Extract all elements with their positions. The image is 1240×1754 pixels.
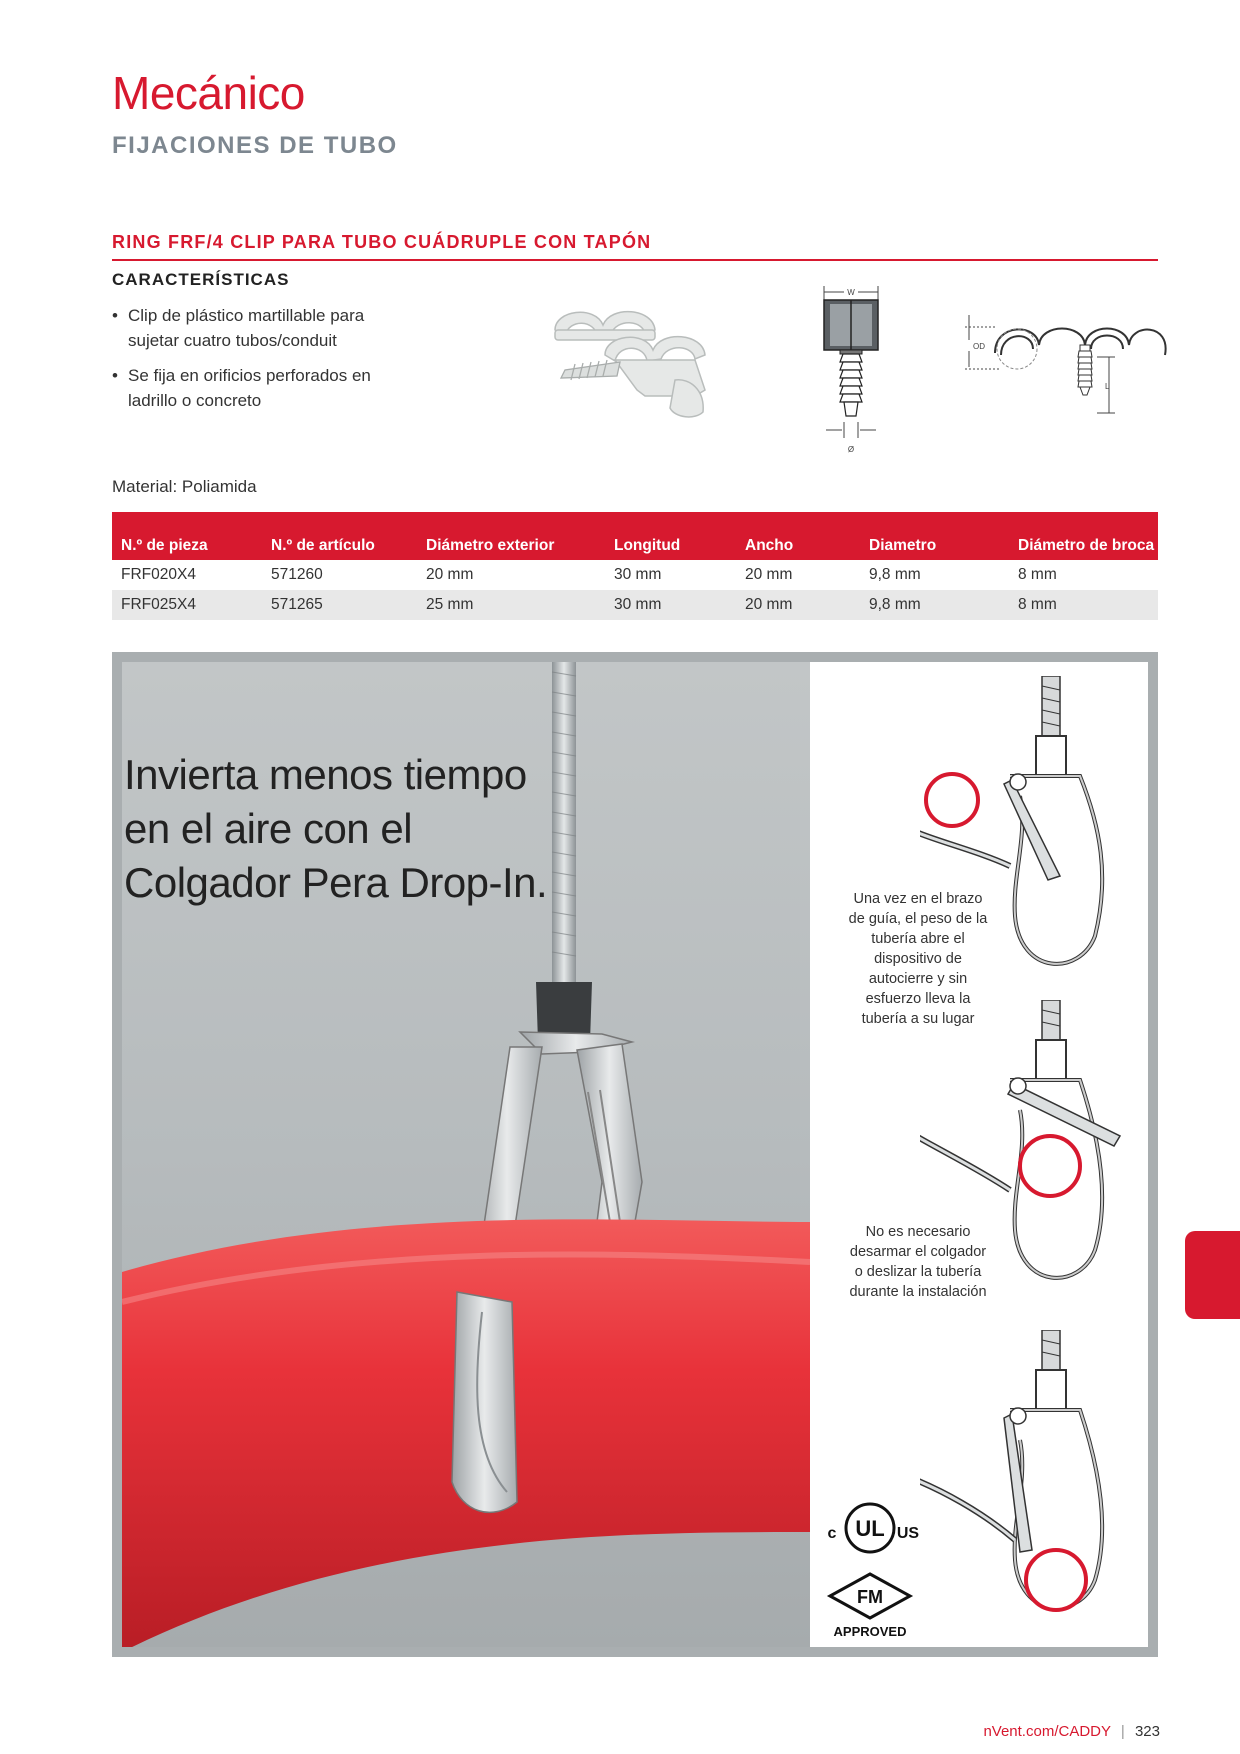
- width-label: W: [847, 288, 855, 297]
- column-header: N.º de artículo: [262, 512, 417, 560]
- table-cell: 20 mm: [736, 590, 860, 620]
- features-heading: CARACTERÍSTICAS: [112, 270, 290, 289]
- table-cell: 9,8 mm: [860, 590, 1009, 620]
- technical-drawing-side: [818, 282, 908, 462]
- material-note: Material: Poliamida: [112, 477, 257, 496]
- page-number: 323: [1134, 1723, 1160, 1740]
- table-cell: 20 mm: [745, 566, 793, 583]
- table-cell: 9,8 mm: [869, 566, 921, 583]
- column-header: Ancho: [736, 512, 860, 560]
- table-cell: 8 mm: [1018, 566, 1057, 583]
- feature-text: Se fija en orificios perforados en ladrillo o concreto: [128, 366, 371, 410]
- column-header: Longitud: [605, 512, 736, 560]
- page-subtitle: FIJACIONES DE TUBO: [112, 132, 398, 159]
- table-cell: 30 mm: [605, 590, 736, 620]
- table-header-row: [112, 512, 1158, 560]
- ul-us-text: US: [896, 1525, 920, 1542]
- od-label: OD: [973, 342, 985, 351]
- footer-website: nVent.com/CADDY: [983, 1723, 1111, 1740]
- page-footer: [983, 1723, 1160, 1740]
- column-header: Diámetro de broca: [1009, 512, 1158, 560]
- section-divider: [112, 259, 1158, 261]
- bullet-icon: •: [112, 306, 118, 325]
- bullet-icon: •: [112, 366, 118, 385]
- section-tab: [1185, 1231, 1240, 1319]
- feature-item: [112, 303, 412, 353]
- product-photo: [545, 300, 725, 440]
- feature-text: Clip de plástico martillable para sujetar cuatro tubos/conduit: [128, 306, 365, 350]
- table-cell: FRF025X4: [112, 590, 262, 620]
- banner-headline: Invierta menos tiempo en el aire con el Colgador Pera Drop-In.: [124, 751, 548, 906]
- table-row: [112, 590, 1158, 620]
- product-title: RING FRF/4 CLIP PARA TUBO CUÁDRUPLE CON TAPÓN: [112, 232, 652, 252]
- fm-approved-logo: [822, 1572, 918, 1642]
- page-title: Mecánico: [112, 67, 305, 119]
- ul-c-text: c: [827, 1525, 837, 1542]
- step-caption-1: Una vez en el brazo de guía, el peso de la tubería abre el dispositivo de autocierre y sin esfuerzo lleva la tubería a su lugar: [848, 891, 988, 1027]
- feature-item: [112, 363, 412, 413]
- column-header: Diametro: [860, 512, 1009, 560]
- step-3-diagram: [920, 1330, 1140, 1640]
- ul-text: UL: [855, 1516, 885, 1541]
- footer-separator: |: [1120, 1723, 1125, 1740]
- table-row: [112, 560, 1158, 590]
- table-cell: 20 mm: [426, 566, 474, 583]
- approved-text: APPROVED: [833, 1624, 907, 1639]
- technical-drawing-front: [965, 315, 1170, 420]
- column-header: Diámetro exterior: [417, 512, 605, 560]
- spec-table: [112, 512, 1158, 620]
- table-cell: 571260: [271, 566, 323, 583]
- table-cell: FRF020X4: [121, 566, 196, 583]
- table-cell: 25 mm: [417, 590, 605, 620]
- ul-listed-logo: [820, 1500, 920, 1556]
- table-cell: 8 mm: [1009, 590, 1158, 620]
- table-cell: 571265: [262, 590, 417, 620]
- length-label: L: [1105, 382, 1110, 391]
- diameter-label: Ø: [847, 445, 855, 454]
- fm-text: FM: [857, 1587, 883, 1607]
- step-caption-2: No es necesario desarmar el colgador o deslizar la tubería durante la instalación: [849, 1224, 987, 1300]
- table-cell: 30 mm: [614, 566, 662, 583]
- column-header: N.º de pieza: [112, 512, 262, 560]
